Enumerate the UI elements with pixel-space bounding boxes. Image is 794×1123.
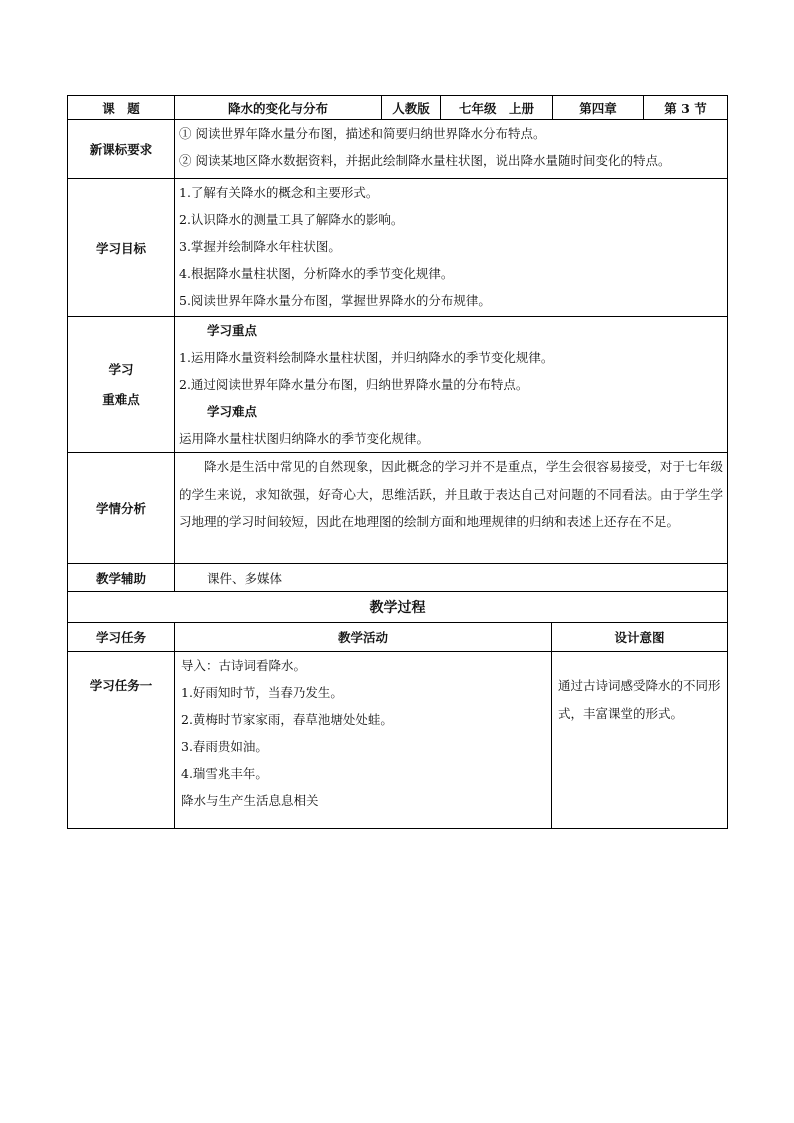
objective-item: 2.认识降水的测量工具了解降水的影响。: [179, 212, 404, 227]
objective-item: 3.掌握并绘制降水年柱状图。: [179, 239, 341, 254]
col-task-header: 学习任务: [68, 623, 175, 652]
edition: 人教版: [382, 96, 441, 120]
objectives-row: [68, 179, 728, 317]
difficulty-item: 运用降水量柱状图归纳降水的季节变化规律。: [179, 431, 430, 446]
analysis-text: 降水是生活中常见的自然现象，因此概念的学习并不是重点，学生会很容易接受，对于七年级的学生来说，求知欲强，好奇心大，思维活跃，并且敢于表达自己对问题的不同看法。由于学生学习地理的学习时间较短，因此在地理图的绘制方面和地理规律的归纳和表述上还存在不足。: [179, 459, 723, 529]
curriculum-content: [175, 120, 728, 179]
difficulty-title: 学习难点: [207, 404, 258, 419]
curriculum-item: ② 阅读某地区降水数据资料，并据此绘制降水量柱状图，说出降水量随时间变化的特点。: [179, 153, 671, 168]
aids-value: 课件、多媒体: [175, 564, 728, 592]
objective-item: 4.根据降水量柱状图，分析降水的季节变化规律。: [179, 266, 454, 281]
task1-intent: 通过古诗词感受降水的不同形式，丰富课堂的形式。: [558, 678, 721, 721]
curriculum-row: [68, 120, 728, 179]
focus-item: 1.运用降水量资料绘制降水量柱状图，并归纳降水的季节变化规律。: [179, 350, 554, 365]
keypoints-label-line1: 学习: [108, 361, 134, 377]
aids-label: 教学辅助: [68, 564, 175, 592]
process-title-row: [68, 592, 728, 623]
chapter: 第四章: [553, 96, 644, 120]
process-table: [67, 622, 728, 829]
topic-value: 降水的变化与分布: [175, 96, 382, 120]
activity-item: 2.黄梅时节家家雨，春草池塘处处蛙。: [181, 712, 393, 727]
activity-item: 4.瑞雪兆丰年。: [181, 766, 268, 781]
task1-intent-cell: [552, 652, 728, 829]
analysis-content: [175, 453, 728, 564]
process-title: 教学过程: [68, 592, 728, 623]
lesson-plan-page: [67, 95, 727, 829]
keypoints-label: [68, 317, 175, 453]
keypoints-content: [175, 317, 728, 453]
objectives-label: 学习目标: [68, 179, 175, 317]
process-header-row: [68, 623, 728, 652]
focus-title: 学习重点: [207, 323, 258, 338]
focus-item: 2.通过阅读世界年降水量分布图，归纳世界降水量的分布特点。: [179, 377, 529, 392]
keypoints-row: [68, 317, 728, 453]
aids-row: [68, 564, 728, 592]
curriculum-item: ① 阅读世界年降水量分布图，描述和简要归纳世界降水分布特点。: [179, 126, 546, 141]
col-intent-header: 设计意图: [552, 623, 728, 652]
section: 第 3 节: [644, 96, 728, 120]
curriculum-label: 新课标要求: [68, 120, 175, 179]
analysis-label: 学情分析: [68, 453, 175, 564]
task1-activities: [175, 652, 552, 829]
activity-item: 导入：古诗词看降水。: [181, 658, 307, 673]
objective-item: 5.阅读世界年降水量分布图，掌握世界降水的分布规律。: [179, 293, 491, 308]
header-row: [68, 96, 728, 120]
objectives-content: [175, 179, 728, 317]
topic-label: 课 题: [68, 96, 175, 120]
task1-label: 学习任务一: [68, 652, 175, 829]
col-activity-header: 教学活动: [175, 623, 552, 652]
objective-item: 1.了解有关降水的概念和主要形式。: [179, 185, 379, 200]
lesson-plan-table: [67, 95, 728, 623]
grade: 七年级 上册: [441, 96, 553, 120]
task1-row: [68, 652, 728, 829]
activity-item: 1.好雨知时节，当春乃发生。: [181, 685, 343, 700]
analysis-row: [68, 453, 728, 564]
keypoints-label-line2: 重难点: [102, 391, 140, 407]
activity-item: 降水与生产生活息息相关: [181, 793, 319, 808]
activity-item: 3.春雨贵如油。: [181, 739, 268, 754]
